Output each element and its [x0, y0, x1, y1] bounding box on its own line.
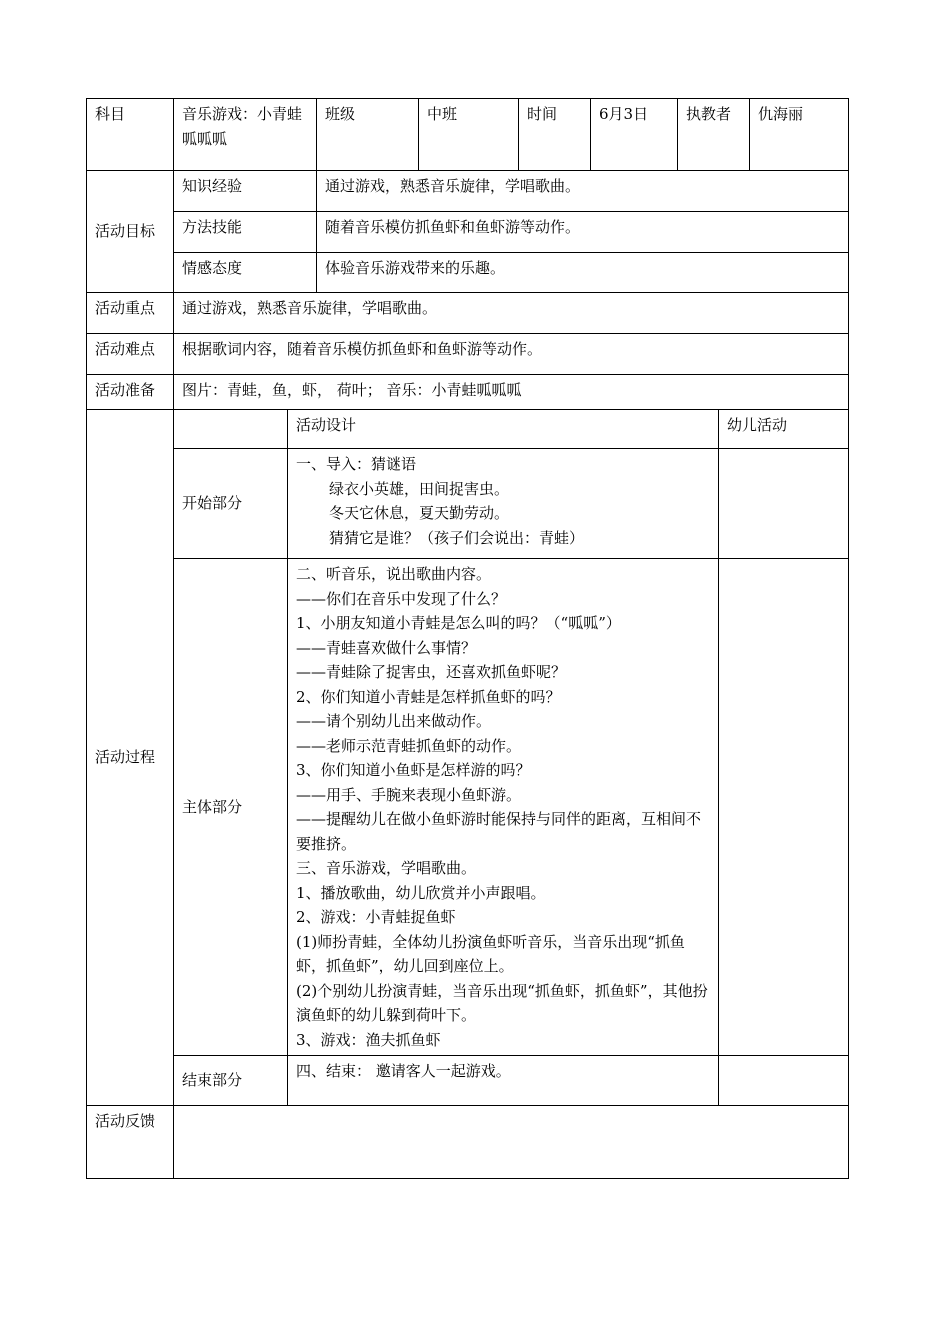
goal-attitude-text: 体验音乐游戏带来的乐趣。 — [316, 252, 849, 293]
preparation-label: 活动准备 — [86, 374, 174, 410]
feedback-label: 活动反馈 — [86, 1105, 174, 1179]
process-blank-header — [173, 409, 288, 449]
time-label: 时间 — [518, 98, 591, 171]
difficulty-text: 根据歌词内容，随着音乐模仿抓鱼虾和鱼虾游等动作。 — [173, 333, 849, 375]
end-content: 四、结束： 邀请客人一起游戏。 — [287, 1055, 719, 1106]
main-line: 2、你们知道小青蛙是怎样抓鱼虾的吗？ — [296, 687, 561, 706]
class-value: 中班 — [418, 98, 519, 171]
main-line: ——请个别幼儿出来做动作。 — [296, 712, 492, 730]
main-line: ——老师示范青蛙抓鱼虾的动作。 — [296, 736, 522, 755]
start-child-activity — [718, 448, 849, 559]
main-line: 三、音乐游戏，学唱歌曲。 — [296, 859, 477, 877]
key-point-label: 活动重点 — [86, 292, 174, 334]
main-content — [287, 558, 719, 1056]
class-label: 班级 — [316, 98, 419, 171]
start-line: 冬天它休息，夏天勤劳动。 — [329, 504, 510, 522]
goal-knowledge-text: 通过游戏，熟悉音乐旋律，学唱歌曲。 — [316, 170, 849, 212]
teacher-value: 仇海丽 — [749, 98, 849, 171]
feedback-content — [173, 1105, 849, 1179]
main-line: 3、你们知道小鱼虾是怎样游的吗？ — [296, 761, 531, 779]
main-line: ——你们在音乐中发现了什么？ — [296, 589, 507, 608]
subject-value: 音乐游戏：小青蛙呱呱呱 — [173, 98, 317, 171]
main-line: ——青蛙喜欢做什么事情？ — [296, 638, 477, 657]
start-line: 绿衣小英雄，田间捉害虫。 — [329, 479, 510, 498]
difficulty-label: 活动难点 — [86, 333, 174, 375]
goal-skill-text: 随着音乐模仿抓鱼虾和鱼虾游等动作。 — [316, 211, 849, 253]
goal-knowledge-label: 知识经验 — [173, 170, 317, 212]
teacher-label: 执教者 — [677, 98, 750, 171]
child-activity-header: 幼儿活动 — [718, 409, 849, 449]
time-value: 6月3日 — [590, 98, 678, 171]
goals-label: 活动目标 — [86, 170, 174, 293]
main-line: 1、小朋友知道小青蛙是怎么叫的吗？（“呱呱”） — [296, 614, 621, 632]
main-line: ——青蛙除了捉害虫，还喜欢抓鱼虾呢？ — [296, 663, 567, 681]
main-line: 1、播放歌曲，幼儿欣赏并小声跟唱。 — [296, 883, 546, 902]
main-label: 主体部分 — [173, 558, 288, 1056]
main-line: (1)师扮青蛙，全体幼儿扮演鱼虾听音乐，当音乐出现“抓鱼虾，抓鱼虾”，幼儿回到座位上。 — [296, 932, 685, 975]
end-label: 结束部分 — [173, 1055, 288, 1106]
main-line: (2)个别幼儿扮演青蛙，当音乐出现“抓鱼虾，抓鱼虾”，其他扮演鱼虾的幼儿躲到荷叶下。 — [296, 981, 708, 1024]
main-line: ——提醒幼儿在做小鱼虾游时能保持与同伴的距离，互相间不要推挤。 — [296, 810, 702, 853]
preparation-text: 图片：青蛙，鱼，虾， 荷叶； 音乐：小青蛙呱呱呱 — [173, 374, 849, 410]
start-line: 一、导入：猜谜语 — [296, 455, 417, 473]
main-line: 2、游戏：小青蛙捉鱼虾 — [296, 908, 456, 926]
process-label: 活动过程 — [86, 409, 174, 1106]
main-line: 3、游戏：渔夫抓鱼虾 — [296, 1030, 441, 1049]
end-child-activity — [718, 1055, 849, 1106]
goal-skill-label: 方法技能 — [173, 211, 317, 253]
main-child-activity — [718, 558, 849, 1056]
start-label: 开始部分 — [173, 448, 288, 559]
goal-attitude-label: 情感态度 — [173, 252, 317, 293]
main-line: 二、听音乐，说出歌曲内容。 — [296, 565, 492, 583]
subject-label: 科目 — [86, 98, 174, 171]
main-line: ——用手、手腕来表现小鱼虾游。 — [296, 785, 522, 804]
start-content — [287, 448, 719, 559]
design-header: 活动设计 — [287, 409, 719, 449]
start-line: 猜猜它是谁？（孩子们会说出：青蛙） — [329, 528, 585, 547]
key-point-text: 通过游戏，熟悉音乐旋律，学唱歌曲。 — [173, 292, 849, 334]
